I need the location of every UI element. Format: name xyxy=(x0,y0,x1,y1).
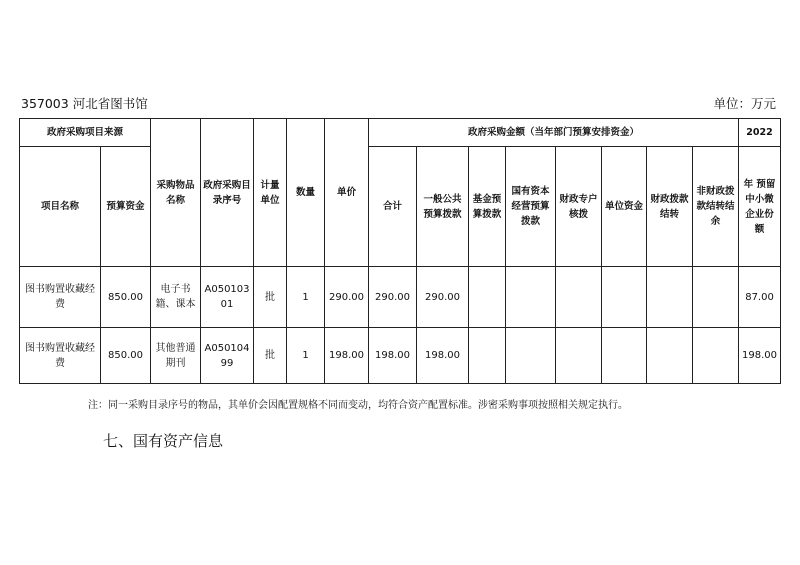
table-row xyxy=(20,328,781,384)
cell-soe xyxy=(506,328,556,384)
cell-carry xyxy=(647,267,693,328)
unit-label: 单位：万元 xyxy=(713,96,776,111)
cell-total: 290.00 xyxy=(369,267,417,328)
header-special-account: 财政专户核拨 xyxy=(556,147,602,267)
cell-qty: 1 xyxy=(287,328,325,384)
header-year: 2022 xyxy=(739,119,781,147)
table-note: 注：同一采购目录序号的物品，其单价会因配置规格不同而变动，均符合资产配置标准。涉密采购事项按照相关规定执行。 xyxy=(88,400,628,411)
header-fund-budget: 基金预算拨款 xyxy=(469,147,506,267)
cell-qty: 1 xyxy=(287,267,325,328)
header-total: 合计 xyxy=(369,147,417,267)
header-catalog-number: 政府采购目录序号 xyxy=(201,119,254,267)
header-budget: 预算资金 xyxy=(101,147,151,267)
cell-unit: 批 xyxy=(254,267,287,328)
cell-soe xyxy=(506,267,556,328)
cell-item: 其他普通期刊 xyxy=(151,328,201,384)
cell-sme: 87.00 xyxy=(739,267,781,328)
cell-special xyxy=(556,267,602,328)
cell-budget: 850.00 xyxy=(101,328,151,384)
cell-general: 290.00 xyxy=(417,267,469,328)
cell-nonfiscal xyxy=(693,267,739,328)
cell-sme: 198.00 xyxy=(739,328,781,384)
header-procurement-source: 政府采购项目来源 xyxy=(20,119,151,147)
header-nonfiscal-carryover: 非财政拨款结转结余 xyxy=(693,147,739,267)
header-project-name: 项目名称 xyxy=(20,147,101,267)
cell-item: 电子书籍、课本 xyxy=(151,267,201,328)
cell-project: 图书购置收藏经费 xyxy=(20,267,101,328)
cell-budget: 850.00 xyxy=(101,267,151,328)
cell-price: 198.00 xyxy=(325,328,369,384)
cell-project: 图书购置收藏经费 xyxy=(20,328,101,384)
header-sme-share: 年 预留中小微企业份额 xyxy=(739,147,781,267)
cell-total: 198.00 xyxy=(369,328,417,384)
header-own-funds: 单位资金 xyxy=(602,147,647,267)
table-row xyxy=(20,267,781,328)
cell-carry xyxy=(647,328,693,384)
cell-own xyxy=(602,328,647,384)
header-soe-budget: 国有资本经营预算拨款 xyxy=(506,147,556,267)
cell-price: 290.00 xyxy=(325,267,369,328)
header-general-budget: 一般公共预算拨款 xyxy=(417,147,469,267)
cell-fund xyxy=(469,267,506,328)
cell-general: 198.00 xyxy=(417,328,469,384)
cell-catalog: A05010499 xyxy=(201,328,254,384)
org-title: 357003 河北省图书馆 xyxy=(21,96,148,111)
cell-special xyxy=(556,328,602,384)
cell-own xyxy=(602,267,647,328)
header-unit: 计量单位 xyxy=(254,119,287,267)
cell-unit: 批 xyxy=(254,328,287,384)
header-item-name: 采购物品名称 xyxy=(151,119,201,267)
cell-catalog: A05010301 xyxy=(201,267,254,328)
cell-fund xyxy=(469,328,506,384)
cell-nonfiscal xyxy=(693,328,739,384)
header-unit-price: 单价 xyxy=(325,119,369,267)
section-heading: 七、国有资产信息 xyxy=(103,432,224,450)
header-quantity: 数量 xyxy=(287,119,325,267)
procurement-table xyxy=(19,118,781,384)
header-fiscal-carryover: 财政拨款结转 xyxy=(647,147,693,267)
header-procurement-amount: 政府采购金额（当年部门预算安排资金） xyxy=(369,119,739,147)
